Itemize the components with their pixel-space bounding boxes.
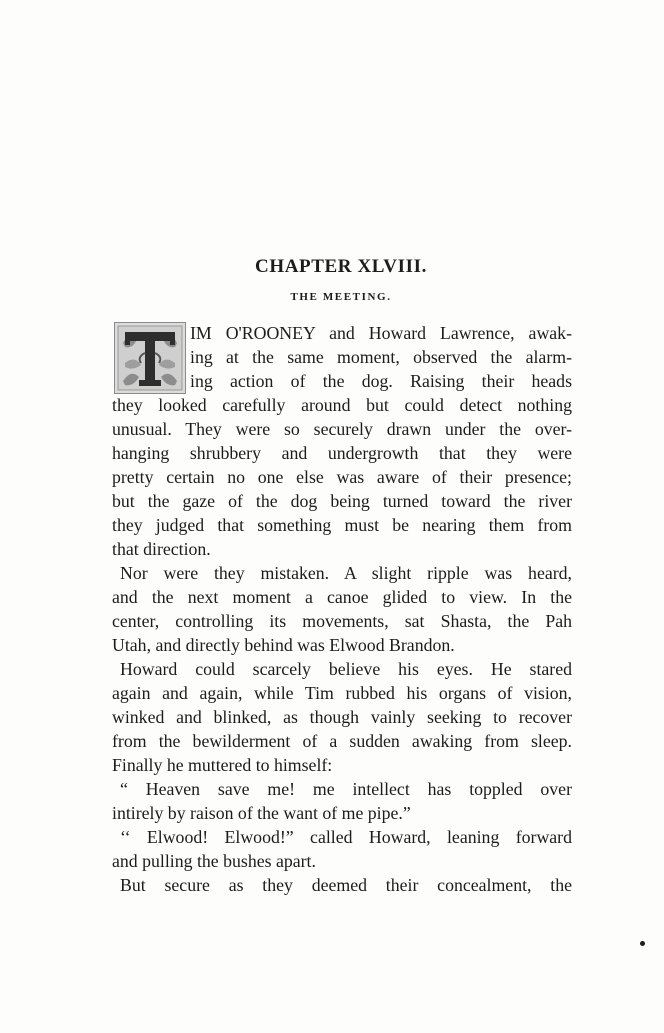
- text-line: Utah, and directly behind was Elwood Brandon.: [112, 635, 455, 655]
- ornamental-letter-t-icon: [115, 323, 185, 393]
- section-title: THE MEETING.: [290, 291, 392, 303]
- text-line: IM O'ROONEY and Howard Lawrence, awak-: [190, 323, 572, 343]
- text-line: Finally he muttered to himself:: [112, 755, 333, 775]
- text-line: that direction.: [112, 539, 211, 559]
- text-line: but the gaze of the dog being turned toward the river: [112, 491, 572, 511]
- text-line: Nor were they mistaken. A slight ripple was heard,: [120, 563, 572, 583]
- text-line: intirely by raison of the want of me pipe.”: [112, 803, 411, 823]
- text-line: and the next moment a canoe glided to view. In the: [112, 587, 572, 607]
- chapter-title: CHAPTER XLVIII.: [255, 256, 427, 277]
- text-line: they looked carefully around but could detect nothing: [112, 395, 572, 415]
- text-line: “ Heaven save me! me intellect has toppled over: [120, 779, 572, 799]
- text-line: again and again, while Tim rubbed his organs of vision,: [112, 683, 572, 703]
- text-line: and pulling the bushes apart.: [112, 851, 316, 871]
- text-line: But secure as they deemed their concealment, the: [120, 875, 572, 895]
- text-line: ing action of the dog. Raising their heads: [190, 371, 572, 391]
- text-line: center, controlling its movements, sat Shasta, the Pah: [112, 611, 572, 631]
- drop-cap-ornament: [114, 322, 186, 394]
- text-line: Howard could scarcely believe his eyes. He stared: [120, 659, 572, 679]
- text-line: winked and blinked, as though vainly seeking to recover: [112, 707, 572, 727]
- text-line: unusual. They were so securely drawn under the over-: [112, 419, 572, 439]
- text-line: ‘‘ Elwood! Elwood!” called Howard, leaning forward: [120, 827, 572, 847]
- text-line: hanging shrubbery and undergrowth that they were: [112, 443, 572, 463]
- text-line: pretty certain no one else was aware of their presence;: [112, 467, 572, 487]
- page-mark: [640, 941, 645, 946]
- text-line: ing at the same moment, observed the alarm-: [190, 347, 572, 367]
- text-line: from the bewilderment of a sudden awaking from sleep.: [112, 731, 572, 751]
- text-line: they judged that something must be nearing them from: [112, 515, 572, 535]
